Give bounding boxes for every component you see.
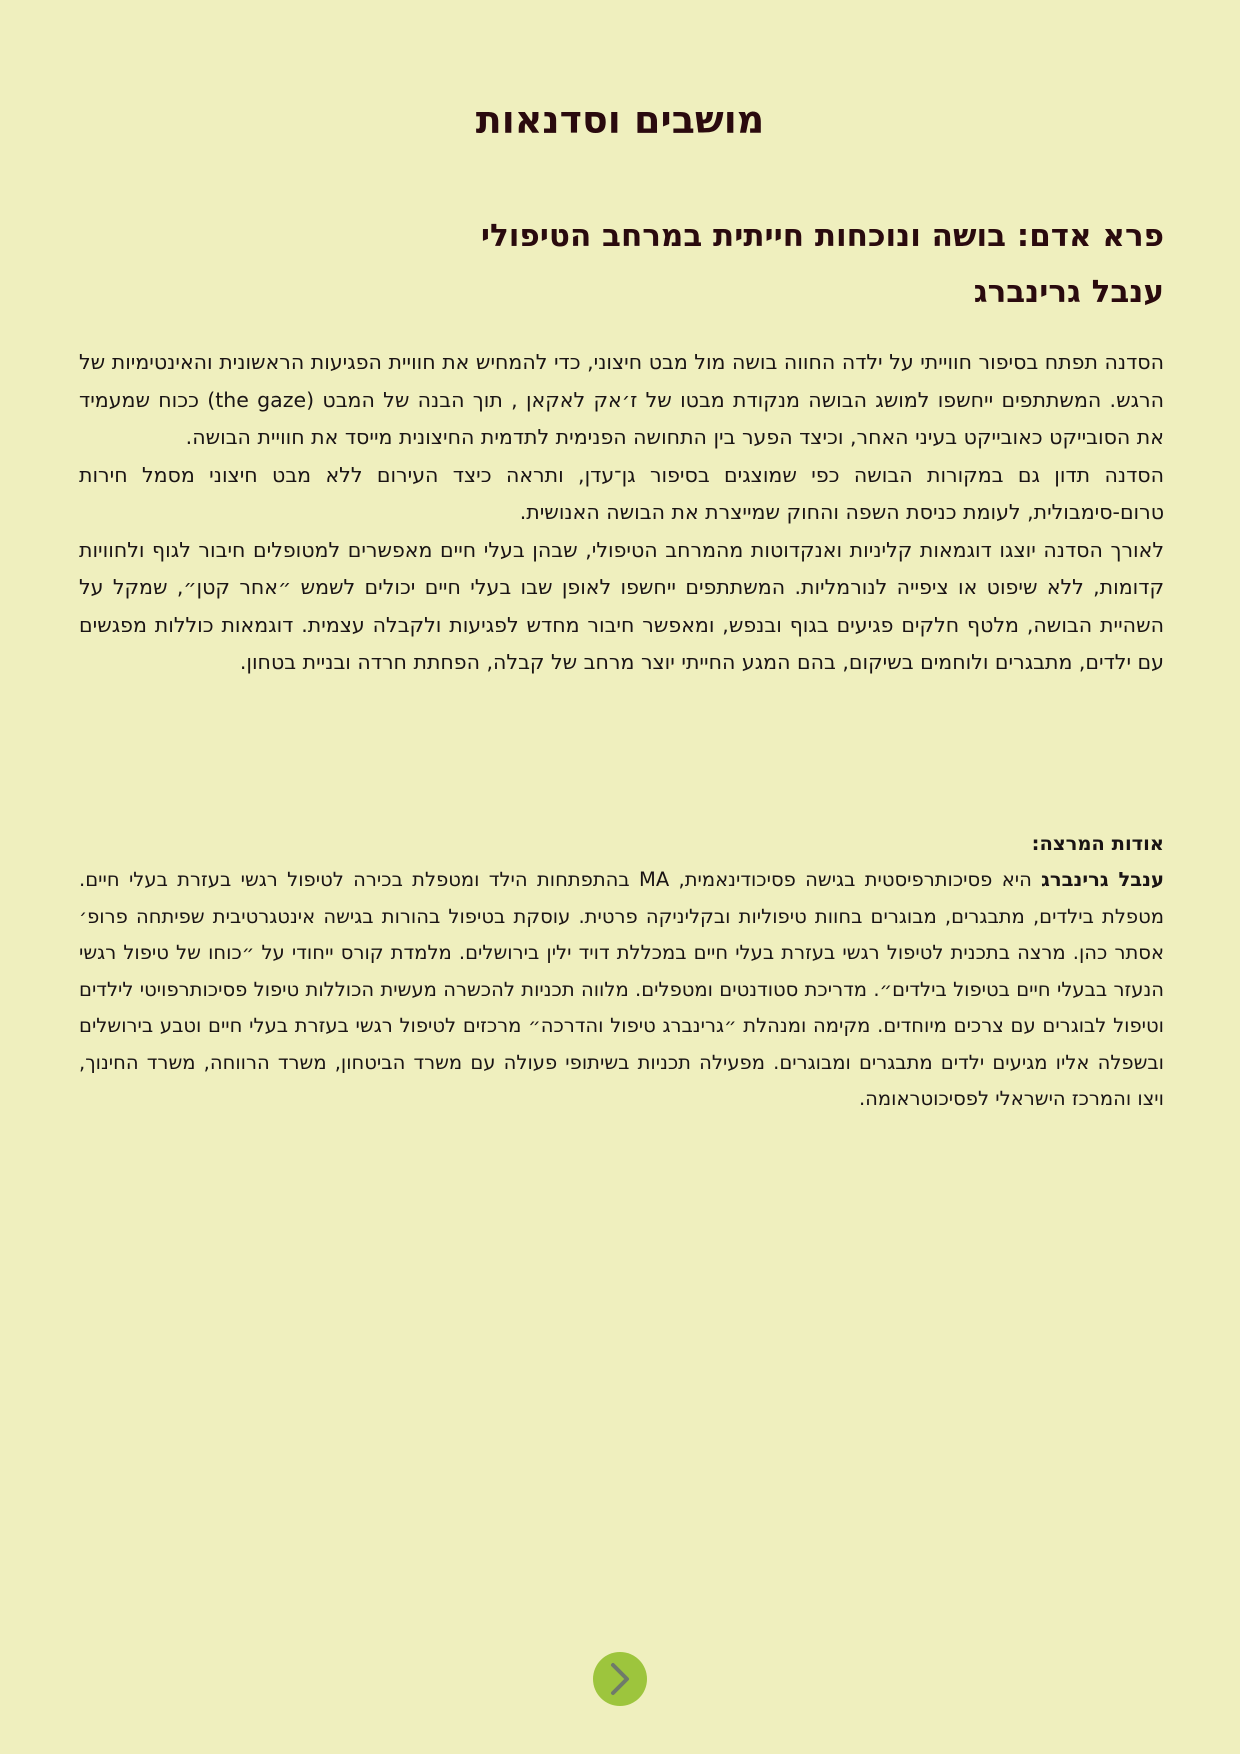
chevron-right-icon — [607, 1661, 633, 1697]
description-paragraph: הסדנה תפתח בסיפור חווייתי על ילדה החווה בושה מול מבט חיצוני, כדי להמחיש את חוויית הפגיעות הראשונית והאינטימיות של הרגש. המשתתפים ייחשפו למושג הבושה מנקודת מבטו של ז׳אק לאקאן , תוך הבנה של המבט (the gaze) ככוח שמעמיד את הסובייקט כאובייקט בעיני האחר, וכיצד הפער בין התחושה הפנימית לתדמית החיצונית מייסד את חוויית הבושה. — [79, 350, 1165, 449]
session-description — [79, 344, 1164, 682]
presenter-name: ענבל גרינברג — [973, 274, 1164, 310]
page-title: מושבים וסדנאות — [475, 98, 765, 142]
about-title: אודות המרצה: — [1031, 832, 1164, 855]
about-lecturer-section — [79, 826, 1164, 1118]
lecturer-name: ענבל גרינברג — [1041, 868, 1164, 891]
session-heading — [164, 208, 1164, 320]
session-title: פרא אדם: בושה ונוכחות חייתית במרחב הטיפולי — [480, 218, 1164, 254]
description-paragraph: הסדנה תדון גם במקורות הבושה כפי שמוצגים בסיפור גן־עדן, ותראה כיצד העירום ללא מבט חיצוני מסמל חירות טרום-סימבולית, לעומת כניסת השפה והחוק שמייצרת את הבושה האנושית. — [79, 462, 1164, 524]
next-page-button[interactable] — [593, 1652, 647, 1706]
description-paragraph: לאורך הסדנה יוצגו דוגמאות קליניות ואנקדוטות מהמרחב הטיפולי, שבהן בעלי חיים מאפשרים למטופלים חיבור לגוף ולחוויות קדומות, ללא שיפוט או ציפייה לנורמליות. המשתתפים ייחשפו לאופן שבו בעלי חיים יכולים לשמש ״אחר קטן״, שמקל על השהיית הבושה, מלטף חלקים פגיעים בגוף ובנפש, ומאפשר חיבור מחדש לפגיעות ולקבלה עצמית. דוגמאות כוללות מפגשים עם ילדים, מתבגרים ולוחמים בשיקום, בהם המגע החייתי יוצר מרחב של קבלה, הפחתת חרדה ובניית בטחון. — [79, 537, 1164, 674]
lecturer-bio — [79, 862, 1164, 1118]
lecturer-bio-text: היא פסיכותרפיסטית בגישה פסיכודינאמית, MA בהתפתחות הילד ומטפלת בכירה לטיפול רגשי בעזרת בעלי חיים. מטפלת בילדים, מתבגרים, מבוגרים בחוות טיפוליות ובקליניקה פרטית. עוסקת בטיפול בהורות בגישה אינטגרטיבית שפיתחה פרופ׳ אסתר כהן. מרצה בתכנית לטיפול רגשי בעזרת בעלי חיים במכללת דויד ילין בירושלים. מלמדת קורס ייחודי על ״כוחו של טיפול רגשי הנעזר בבעלי חיים בטיפול בילדים״. מדריכת סטודנטים ומטפלים. מלווה תכניות להכשרה מעשית הכוללות טיפול פסיכותרפויטי לילדים וטיפול לבוגרים עם צרכים מיוחדים. מקימה ומנהלת ״גרינברג טיפול והדרכה״ מרכזים לטיפול רגשי בעזרת בעלי חיים וטבע בירושלים ובשפלה אליו מגיעים ילדים מתבגרים ומבוגרים. מפעילה תכניות בשיתופי פעולה עם משרד הביטחון, משרד הרווחה, משרד החינוך, ויצו והמרכז הישראלי לפסיכוטראומה. — [79, 868, 1164, 1110]
